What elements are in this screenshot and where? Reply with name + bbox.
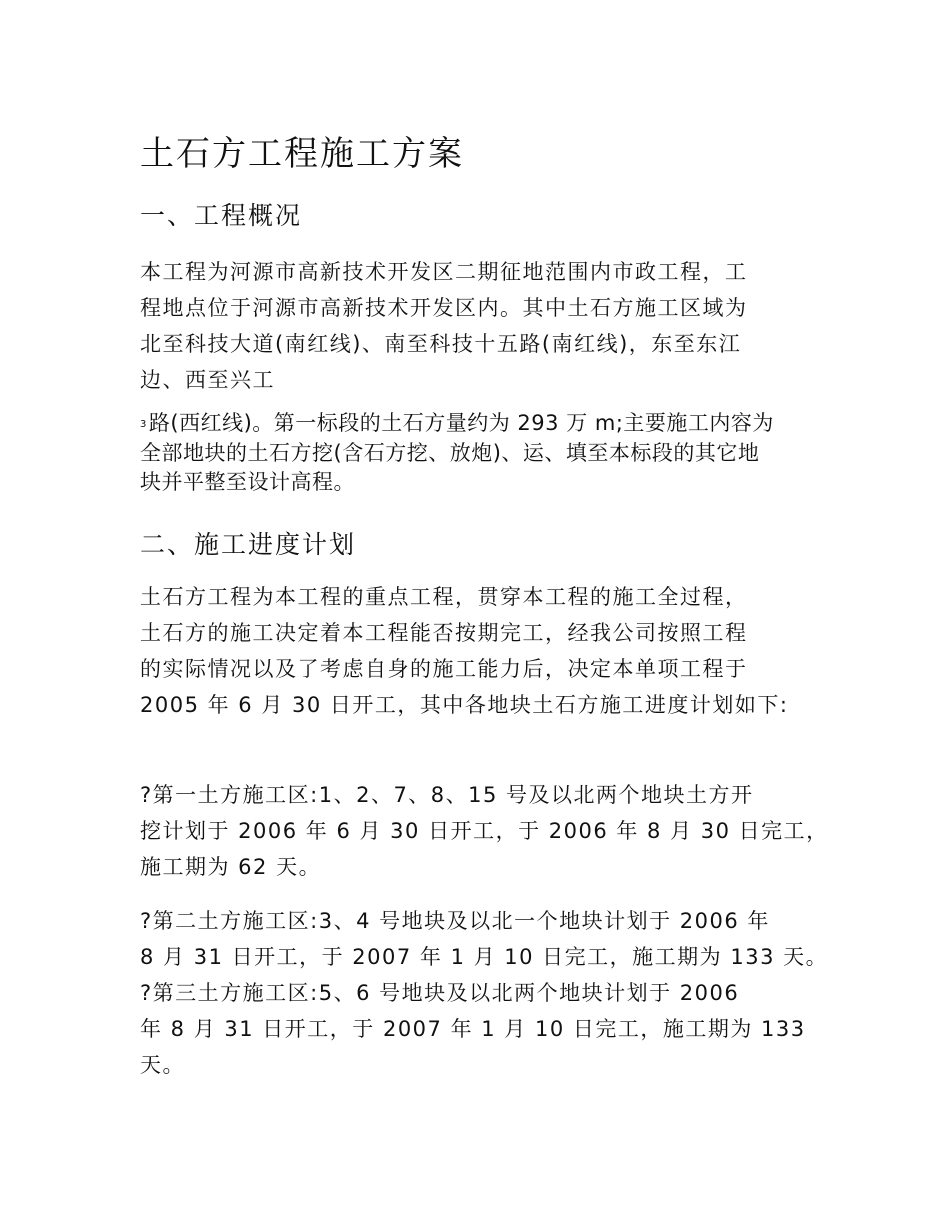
section-heading-overview: 一、工程概况	[140, 201, 303, 230]
scope-paragraph	[140, 409, 830, 497]
text-line: 程地点位于河源市高新技术开发区内。其中土石方施工区域为	[140, 296, 748, 320]
text-line: 边、西至兴工	[140, 368, 275, 392]
text-line: 挖计划于 2006 年 6 月 30 日开工，于 2006 年 8 月 30 日完工，	[140, 819, 829, 843]
footnote-mark: 3	[140, 418, 147, 430]
text-line: 施工期为 62 天。	[140, 855, 322, 879]
text-line: ?第一土方施工区:1、2、7、8、15 号及以北两个地块土方开	[140, 783, 754, 807]
schedule-item-1	[140, 777, 830, 885]
text-line: 2005 年 6 月 30 日开工，其中各地块土石方施工进度计划如下:	[140, 693, 789, 717]
text-line: 北至科技大道(南红线)、南至科技十五路(南红线)，东至东江	[140, 332, 742, 356]
document-title: 土石方工程施工方案	[140, 134, 464, 174]
text-line: 路(西红线)。第一标段的土石方量约为 293 万 m;主要施工内容为	[148, 411, 774, 435]
schedule-paragraph	[140, 579, 830, 723]
text-line: 土石方的施工决定着本工程能否按期完工，经我公司按照工程	[140, 621, 748, 645]
text-line: 的实际情况以及了考虑自身的施工能力后，决定本单项工程于	[140, 657, 748, 681]
overview-paragraph	[140, 254, 830, 398]
text-line: 年 8 月 31 日开工，于 2007 年 1 月 10 日完工，施工期为 133	[140, 1017, 806, 1041]
text-line: 本工程为河源市高新技术开发区二期征地范围内市政工程，工	[140, 260, 748, 284]
text-line: 块并平整至设计高程。	[140, 469, 355, 494]
text-line: ?第二土方施工区:3、4 号地块及以北一个地块计划于 2006 年	[140, 909, 770, 933]
section-heading-schedule: 二、施工进度计划	[140, 530, 357, 559]
text-line: 天。	[140, 1053, 185, 1077]
text-line: 8 月 31 日开工，于 2007 年 1 月 10 日完工，施工期为 133 天。	[140, 945, 829, 969]
text-line: 全部地块的土石方挖(含石方挖、放炮)、运、填至本标段的其它地	[140, 440, 760, 465]
text-line: ?第三土方施工区:5、6 号地块及以北两个地块计划于 2006	[140, 981, 740, 1005]
text-line: 土石方工程为本工程的重点工程，贯穿本工程的施工全过程，	[140, 585, 748, 609]
schedule-item-2	[140, 903, 830, 1083]
